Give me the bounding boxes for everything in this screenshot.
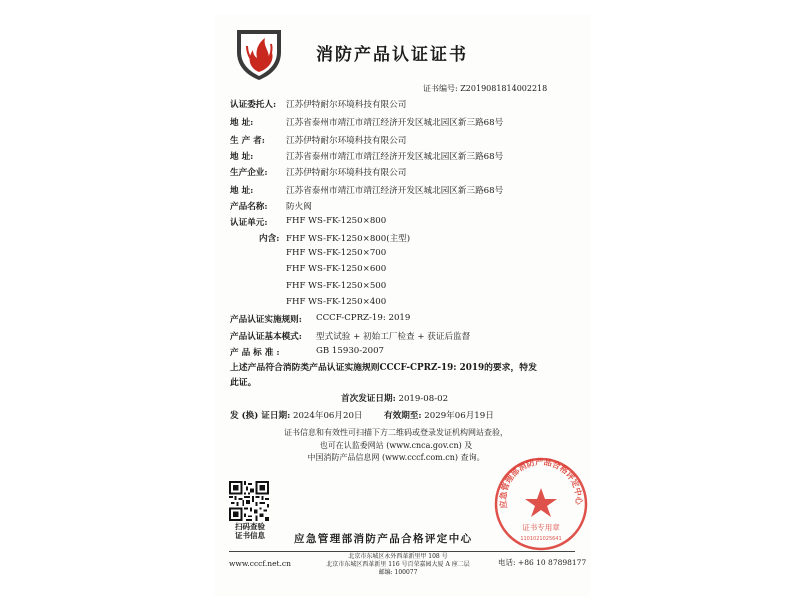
field-label: 地 址:: [230, 118, 254, 128]
field-label: 认证委托人:: [230, 100, 277, 110]
footer-phone: 电话: +86 10 87898177: [498, 558, 587, 567]
seal-subtitle: 证书专用章: [522, 523, 560, 532]
field-value: 江苏省泰州市靖江市靖江经济开发区城北园区新三路68号: [286, 118, 504, 128]
field-value: 型式试验 + 初始工厂检查 + 获证后监督: [316, 332, 471, 342]
field-label: 产品名称:: [230, 202, 268, 212]
seal-code: 1101021025641: [520, 536, 562, 542]
official-seal-icon: [493, 456, 589, 552]
field-label: 生产企业:: [230, 168, 268, 178]
issuing-authority: 应急管理部消防产品合格评定中心: [294, 533, 473, 545]
field-value: 江苏伊特耐尔环境科技有限公司: [286, 100, 407, 110]
certificate-number: 证书编号: Z2019081814002218: [423, 84, 548, 93]
field-value: FHF WS-FK-1250×600: [286, 264, 387, 274]
field-label: 内含:: [259, 234, 280, 244]
footer-address: [310, 553, 486, 577]
footer-website-link[interactable]: www.cccf.net.cn: [229, 559, 291, 568]
qr-code-icon[interactable]: [229, 481, 269, 521]
fire-logo-icon: [233, 24, 285, 82]
reissue-date: [230, 409, 363, 421]
field-label: 认证单元:: [230, 218, 268, 228]
footer-address-line: 北京市东城区永外西革新里甲 108 号: [348, 553, 448, 560]
first-issue-label: 首次发证日期:: [341, 394, 396, 404]
first-issue-date: [341, 392, 448, 404]
info-line: 中国消防产品信息网 (www.cccf.com.cn) 查询。: [307, 453, 485, 462]
qr-caption-line: 扫码查验: [235, 522, 265, 531]
field-value: GB 15930-2007: [316, 346, 385, 356]
footer-postcode: 邮编: 100077: [378, 569, 418, 576]
info-line: 证书信息和有效性可扫描下方二维码或登录发证机构网站查验，: [284, 428, 508, 437]
field-value: 江苏省泰州市靖江市靖江经济开发区城北园区新三路68号: [286, 152, 504, 162]
field-value: FHF WS-FK-1250×400: [286, 297, 387, 307]
field-value: 江苏省泰州市靖江市靖江经济开发区城北园区新三路68号: [286, 186, 504, 196]
field-label: 产品认证实施规则:: [230, 315, 302, 325]
info-line: 也可在认监委网站 (www.cnca.gov.cn) 及: [319, 440, 473, 450]
validity-date: [384, 409, 494, 421]
seal-arc-text: 应急管理部消防产品合格评定中心: [497, 456, 585, 510]
validity-value: 2029年06月19日: [424, 411, 494, 421]
field-label: 生 产 者:: [230, 136, 265, 146]
field-value: FHF WS-FK-1250×800(主型): [286, 234, 411, 244]
footer-address-line: 北京市东城区西革新里 116 号百荣嘉园大厦 A 座二层: [326, 561, 470, 568]
conformity-statement: 上述产品符合消防类产品认证实施规则CCCF-CPRZ-19: 2019的要求，特发此证。: [230, 363, 537, 388]
field-label: 产 品 标 准 :: [230, 348, 280, 358]
footer-divider: [229, 551, 575, 552]
field-label: 产品认证基本模式:: [230, 332, 302, 342]
qr-caption: [226, 522, 274, 540]
field-value: 防火阀: [286, 202, 312, 212]
first-issue-value: 2019-08-02: [398, 394, 449, 404]
field-value: CCCF-CPRZ-19: 2019: [316, 313, 411, 323]
field-label: 地 址:: [230, 186, 254, 196]
validity-label: 有效期至:: [384, 411, 422, 421]
field-value: FHF WS-FK-1250×800: [286, 216, 387, 226]
qr-caption-line: 证书信息: [235, 531, 265, 540]
reissue-label: 发 (换) 证日期:: [230, 411, 291, 421]
field-value: FHF WS-FK-1250×500: [286, 281, 387, 291]
field-value: 江苏伊特耐尔环境科技有限公司: [286, 136, 407, 146]
field-label: 地 址:: [230, 152, 254, 162]
certificate-title: 消防产品认证证书: [316, 45, 468, 65]
field-value: 江苏伊特耐尔环境科技有限公司: [286, 168, 407, 178]
reissue-value: 2024年06月20日: [293, 411, 363, 421]
field-value: FHF WS-FK-1250×700: [286, 248, 387, 258]
